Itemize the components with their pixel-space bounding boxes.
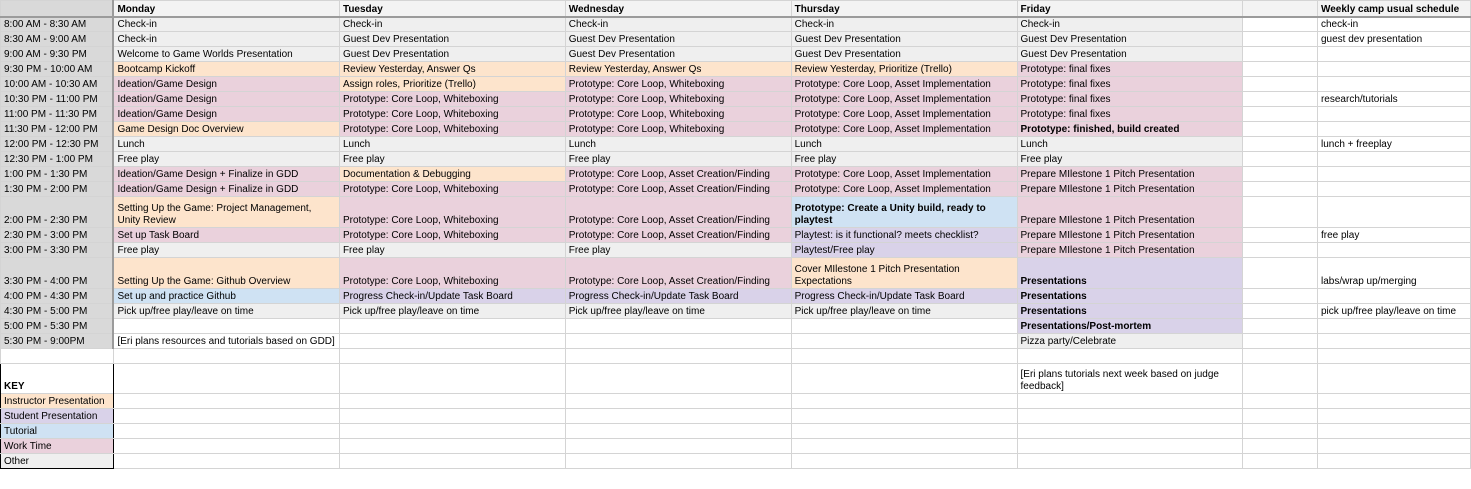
tuesday-cell[interactable]: Free play bbox=[339, 243, 565, 258]
weekly-cell[interactable]: pick up/free play/leave on time bbox=[1317, 304, 1470, 319]
schedule-row bbox=[1, 32, 1471, 47]
weekly-cell[interactable] bbox=[1317, 454, 1470, 469]
thursday-cell[interactable] bbox=[791, 334, 1017, 349]
spacer-cell[interactable] bbox=[1243, 424, 1318, 439]
wednesday-cell[interactable]: Free play bbox=[565, 152, 791, 167]
wednesday-cell[interactable]: Prototype: Core Loop, Whiteboxing bbox=[565, 122, 791, 137]
wednesday-cell[interactable]: Progress Check-in/Update Task Board bbox=[565, 289, 791, 304]
time-slot-cell[interactable]: 4:00 PM - 4:30 PM bbox=[1, 289, 114, 304]
tuesday-cell[interactable]: Prototype: Core Loop, Whiteboxing bbox=[339, 197, 565, 228]
wednesday-cell[interactable]: Check-in bbox=[565, 17, 791, 32]
time-slot-cell[interactable]: 1:30 PM - 2:00 PM bbox=[1, 182, 114, 197]
wednesday-cell[interactable]: Prototype: Core Loop, Asset Creation/Finding bbox=[565, 258, 791, 289]
spacer-cell[interactable] bbox=[1243, 62, 1318, 77]
weekly-cell[interactable] bbox=[1317, 62, 1470, 77]
tuesday-cell[interactable]: Progress Check-in/Update Task Board bbox=[339, 289, 565, 304]
weekly-cell[interactable] bbox=[1317, 167, 1470, 182]
schedule-row bbox=[1, 319, 1471, 334]
friday-cell[interactable] bbox=[1017, 454, 1243, 469]
tuesday-cell[interactable] bbox=[339, 334, 565, 349]
friday-cell[interactable]: Prototype: final fixes bbox=[1017, 77, 1243, 92]
thursday-cell[interactable]: Prototype: Core Loop, Asset Implementation bbox=[791, 182, 1017, 197]
spacer-cell[interactable] bbox=[1243, 409, 1318, 424]
key-cell[interactable] bbox=[1, 349, 114, 364]
time-slot-cell[interactable]: 5:00 PM - 5:30 PM bbox=[1, 319, 114, 334]
schedule-row bbox=[1, 243, 1471, 258]
time-slot-cell[interactable]: 5:30 PM - 9:00PM bbox=[1, 334, 114, 349]
tuesday-cell[interactable]: Documentation & Debugging bbox=[339, 167, 565, 182]
friday-cell[interactable]: Pizza party/Celebrate bbox=[1017, 334, 1243, 349]
weekly-cell[interactable] bbox=[1317, 197, 1470, 228]
spacer-cell[interactable] bbox=[1243, 364, 1318, 394]
wednesday-cell[interactable]: Prototype: Core Loop, Asset Creation/Finding bbox=[565, 167, 791, 182]
thursday-cell[interactable]: Pick up/free play/leave on time bbox=[791, 304, 1017, 319]
spacer-cell[interactable] bbox=[1243, 258, 1318, 289]
friday-cell[interactable]: Presentations bbox=[1017, 289, 1243, 304]
monday-cell[interactable]: Free play bbox=[113, 243, 339, 258]
friday-cell[interactable]: Prepare MIlestone 1 Pitch Presentation bbox=[1017, 228, 1243, 243]
thursday-cell[interactable] bbox=[791, 364, 1017, 394]
key-item-tutorial[interactable]: Tutorial bbox=[1, 424, 114, 439]
tuesday-cell[interactable] bbox=[339, 454, 565, 469]
spacer-cell[interactable] bbox=[1243, 394, 1318, 409]
thursday-cell[interactable]: Playtest/Free play bbox=[791, 243, 1017, 258]
time-slot-cell[interactable]: 11:00 PM - 11:30 PM bbox=[1, 107, 114, 122]
monday-cell[interactable]: Welcome to Game Worlds Presentation bbox=[113, 47, 339, 62]
empty-row bbox=[1, 454, 1471, 469]
weekly-cell[interactable] bbox=[1317, 424, 1470, 439]
monday-cell[interactable]: Check-in bbox=[113, 17, 339, 32]
spacer-cell[interactable] bbox=[1243, 77, 1318, 92]
key-title[interactable]: KEY bbox=[1, 364, 114, 394]
weekly-cell[interactable] bbox=[1317, 182, 1470, 197]
schedule-row bbox=[1, 62, 1471, 77]
friday-cell[interactable]: Guest Dev Presentation bbox=[1017, 47, 1243, 62]
spacer-cell[interactable] bbox=[1243, 122, 1318, 137]
header-weekly[interactable]: Weekly camp usual schedule bbox=[1317, 1, 1470, 17]
wednesday-cell[interactable] bbox=[565, 319, 791, 334]
schedule-row bbox=[1, 167, 1471, 182]
wednesday-cell[interactable]: Prototype: Core Loop, Whiteboxing bbox=[565, 107, 791, 122]
spacer-cell[interactable] bbox=[1243, 197, 1318, 228]
tuesday-cell[interactable]: Guest Dev Presentation bbox=[339, 47, 565, 62]
tuesday-cell[interactable]: Review Yesterday, Answer Qs bbox=[339, 62, 565, 77]
spacer-cell[interactable] bbox=[1243, 47, 1318, 62]
friday-cell[interactable]: Lunch bbox=[1017, 137, 1243, 152]
tuesday-cell[interactable]: Lunch bbox=[339, 137, 565, 152]
friday-cell[interactable] bbox=[1017, 349, 1243, 364]
schedule-row bbox=[1, 47, 1471, 62]
time-slot-cell[interactable]: 10:00 AM - 10:30 AM bbox=[1, 77, 114, 92]
thursday-cell[interactable]: Check-in bbox=[791, 17, 1017, 32]
time-slot-cell[interactable]: 2:30 PM - 3:00 PM bbox=[1, 228, 114, 243]
empty-row bbox=[1, 394, 1471, 409]
friday-cell[interactable]: Presentations bbox=[1017, 304, 1243, 319]
time-slot-cell[interactable]: 12:00 PM - 12:30 PM bbox=[1, 137, 114, 152]
header-thursday[interactable]: Thursday bbox=[791, 1, 1017, 17]
tuesday-cell[interactable] bbox=[339, 424, 565, 439]
monday-cell[interactable]: Pick up/free play/leave on time bbox=[113, 304, 339, 319]
spacer-cell[interactable] bbox=[1243, 243, 1318, 258]
key-item-student-presentation[interactable]: Student Presentation bbox=[1, 409, 114, 424]
weekly-cell[interactable] bbox=[1317, 349, 1470, 364]
empty-row bbox=[1, 364, 1471, 394]
spacer-cell[interactable] bbox=[1243, 182, 1318, 197]
tuesday-cell[interactable]: Prototype: Core Loop, Whiteboxing bbox=[339, 92, 565, 107]
weekly-cell[interactable]: research/tutorials bbox=[1317, 92, 1470, 107]
wednesday-cell[interactable] bbox=[565, 424, 791, 439]
wednesday-cell[interactable]: Free play bbox=[565, 243, 791, 258]
spacer-cell[interactable] bbox=[1243, 92, 1318, 107]
weekly-cell[interactable] bbox=[1317, 364, 1470, 394]
spacer-cell[interactable] bbox=[1243, 32, 1318, 47]
wednesday-cell[interactable] bbox=[565, 454, 791, 469]
thursday-cell[interactable]: Progress Check-in/Update Task Board bbox=[791, 289, 1017, 304]
wednesday-cell[interactable] bbox=[565, 349, 791, 364]
friday-cell[interactable] bbox=[1017, 424, 1243, 439]
friday-note[interactable]: [Eri plans tutorials next week based on judge feedback] bbox=[1017, 364, 1243, 394]
wednesday-cell[interactable]: Guest Dev Presentation bbox=[565, 47, 791, 62]
schedule-row bbox=[1, 137, 1471, 152]
monday-cell[interactable] bbox=[113, 394, 339, 409]
thursday-cell[interactable] bbox=[791, 349, 1017, 364]
monday-cell[interactable] bbox=[113, 439, 339, 454]
schedule-row bbox=[1, 17, 1471, 32]
weekly-cell[interactable] bbox=[1317, 152, 1470, 167]
monday-cell[interactable]: Ideation/Game Design bbox=[113, 92, 339, 107]
monday-cell[interactable]: Ideation/Game Design + Finalize in GDD bbox=[113, 182, 339, 197]
thursday-cell[interactable]: Prototype: Core Loop, Asset Implementation bbox=[791, 167, 1017, 182]
spacer-cell[interactable] bbox=[1243, 228, 1318, 243]
key-item-work-time[interactable]: Work Time bbox=[1, 439, 114, 454]
monday-cell[interactable]: Check-in bbox=[113, 32, 339, 47]
monday-cell[interactable] bbox=[113, 409, 339, 424]
wednesday-cell[interactable]: Pick up/free play/leave on time bbox=[565, 304, 791, 319]
weekly-cell[interactable] bbox=[1317, 122, 1470, 137]
friday-cell[interactable]: Presentations bbox=[1017, 258, 1243, 289]
time-slot-cell[interactable]: 11:30 PM - 12:00 PM bbox=[1, 122, 114, 137]
friday-cell[interactable]: Presentations/Post-mortem bbox=[1017, 319, 1243, 334]
tuesday-cell[interactable]: Guest Dev Presentation bbox=[339, 32, 565, 47]
tuesday-cell[interactable]: Prototype: Core Loop, Whiteboxing bbox=[339, 122, 565, 137]
key-item-instructor-presentation[interactable]: Instructor Presentation bbox=[1, 394, 114, 409]
wednesday-cell[interactable] bbox=[565, 394, 791, 409]
wednesday-cell[interactable]: Guest Dev Presentation bbox=[565, 32, 791, 47]
spacer-cell[interactable] bbox=[1243, 289, 1318, 304]
thursday-cell[interactable]: Prototype: Core Loop, Asset Implementation bbox=[791, 92, 1017, 107]
header-wednesday[interactable]: Wednesday bbox=[565, 1, 791, 17]
thursday-cell[interactable]: Guest Dev Presentation bbox=[791, 32, 1017, 47]
spacer-cell[interactable] bbox=[1243, 152, 1318, 167]
friday-cell[interactable]: Prototype: final fixes bbox=[1017, 62, 1243, 77]
schedule-row bbox=[1, 228, 1471, 243]
empty-row bbox=[1, 409, 1471, 424]
weekly-cell[interactable] bbox=[1317, 409, 1470, 424]
tuesday-cell[interactable]: Pick up/free play/leave on time bbox=[339, 304, 565, 319]
thursday-cell[interactable] bbox=[791, 409, 1017, 424]
wednesday-cell[interactable]: Prototype: Core Loop, Asset Creation/Finding bbox=[565, 197, 791, 228]
weekly-cell[interactable] bbox=[1317, 47, 1470, 62]
wednesday-cell[interactable]: Prototype: Core Loop, Whiteboxing bbox=[565, 92, 791, 107]
schedule-row bbox=[1, 258, 1471, 289]
monday-cell[interactable]: Ideation/Game Design bbox=[113, 77, 339, 92]
schedule-row bbox=[1, 197, 1471, 228]
monday-cell[interactable]: Lunch bbox=[113, 137, 339, 152]
wednesday-cell[interactable]: Review Yesterday, Answer Qs bbox=[565, 62, 791, 77]
tuesday-cell[interactable] bbox=[339, 319, 565, 334]
tuesday-cell[interactable]: Prototype: Core Loop, Whiteboxing bbox=[339, 258, 565, 289]
time-slot-cell[interactable]: 9:00 AM - 9:30 PM bbox=[1, 47, 114, 62]
spacer-cell[interactable] bbox=[1243, 349, 1318, 364]
tuesday-cell[interactable]: Free play bbox=[339, 152, 565, 167]
thursday-cell[interactable] bbox=[791, 319, 1017, 334]
header-row bbox=[1, 1, 1471, 17]
time-slot-cell[interactable]: 3:00 PM - 3:30 PM bbox=[1, 243, 114, 258]
thursday-cell[interactable]: Guest Dev Presentation bbox=[791, 47, 1017, 62]
time-slot-cell[interactable]: 8:00 AM - 8:30 AM bbox=[1, 17, 114, 32]
tuesday-cell[interactable] bbox=[339, 409, 565, 424]
thursday-cell[interactable]: Prototype: Core Loop, Asset Implementation bbox=[791, 107, 1017, 122]
wednesday-cell[interactable]: Lunch bbox=[565, 137, 791, 152]
monday-cell[interactable]: Set up and practice Github bbox=[113, 289, 339, 304]
weekly-cell[interactable]: lunch + freeplay bbox=[1317, 137, 1470, 152]
thursday-cell[interactable]: Playtest: is it functional? meets checklist? bbox=[791, 228, 1017, 243]
friday-cell[interactable]: Guest Dev Presentation bbox=[1017, 32, 1243, 47]
time-slot-cell[interactable]: 10:30 PM - 11:00 PM bbox=[1, 92, 114, 107]
thursday-cell[interactable]: Prototype: Core Loop, Asset Implementation bbox=[791, 77, 1017, 92]
header-friday[interactable]: Friday bbox=[1017, 1, 1243, 17]
tuesday-cell[interactable]: Prototype: Core Loop, Whiteboxing bbox=[339, 107, 565, 122]
schedule-row bbox=[1, 122, 1471, 137]
wednesday-cell[interactable] bbox=[565, 439, 791, 454]
thursday-cell[interactable] bbox=[791, 424, 1017, 439]
schedule-row bbox=[1, 77, 1471, 92]
thursday-cell[interactable] bbox=[791, 439, 1017, 454]
wednesday-cell[interactable] bbox=[565, 364, 791, 394]
header-spacer[interactable] bbox=[1243, 1, 1318, 17]
weekly-cell[interactable]: guest dev presentation bbox=[1317, 32, 1470, 47]
schedule-row bbox=[1, 182, 1471, 197]
schedule-row bbox=[1, 92, 1471, 107]
spacer-cell[interactable] bbox=[1243, 334, 1318, 349]
weekly-cell[interactable] bbox=[1317, 77, 1470, 92]
tuesday-cell[interactable]: Prototype: Core Loop, Whiteboxing bbox=[339, 228, 565, 243]
friday-cell[interactable]: Prototype: final fixes bbox=[1017, 92, 1243, 107]
spacer-cell[interactable] bbox=[1243, 319, 1318, 334]
weekly-cell[interactable] bbox=[1317, 319, 1470, 334]
tuesday-cell[interactable] bbox=[339, 364, 565, 394]
monday-cell[interactable]: Game Design Doc Overview bbox=[113, 122, 339, 137]
tuesday-cell[interactable]: Prototype: Core Loop, Whiteboxing bbox=[339, 182, 565, 197]
spacer-cell[interactable] bbox=[1243, 304, 1318, 319]
empty-row bbox=[1, 439, 1471, 454]
header-monday[interactable]: Monday bbox=[113, 1, 339, 17]
friday-cell[interactable] bbox=[1017, 394, 1243, 409]
spacer-cell[interactable] bbox=[1243, 167, 1318, 182]
friday-cell[interactable]: Prepare MIlestone 1 Pitch Presentation bbox=[1017, 182, 1243, 197]
spacer-cell[interactable] bbox=[1243, 137, 1318, 152]
time-slot-cell[interactable]: 3:30 PM - 4:00 PM bbox=[1, 258, 114, 289]
key-item-other[interactable]: Other bbox=[1, 454, 114, 469]
friday-cell[interactable]: Free play bbox=[1017, 152, 1243, 167]
tuesday-cell[interactable] bbox=[339, 439, 565, 454]
weekly-cell[interactable] bbox=[1317, 394, 1470, 409]
thursday-cell[interactable] bbox=[791, 454, 1017, 469]
monday-cell[interactable]: Ideation/Game Design bbox=[113, 107, 339, 122]
schedule-row bbox=[1, 334, 1471, 349]
monday-cell[interactable] bbox=[113, 349, 339, 364]
time-header-cell[interactable] bbox=[1, 1, 114, 17]
monday-cell[interactable]: Setting Up the Game: Project Management, Unity Review bbox=[113, 197, 339, 228]
time-slot-cell[interactable]: 8:30 AM - 9:00 AM bbox=[1, 32, 114, 47]
weekly-cell[interactable] bbox=[1317, 334, 1470, 349]
thursday-cell[interactable]: Prototype: Core Loop, Asset Implementation bbox=[791, 122, 1017, 137]
time-slot-cell[interactable]: 1:00 PM - 1:30 PM bbox=[1, 167, 114, 182]
friday-cell[interactable] bbox=[1017, 439, 1243, 454]
weekly-cell[interactable]: labs/wrap up/merging bbox=[1317, 258, 1470, 289]
monday-cell[interactable]: Free play bbox=[113, 152, 339, 167]
monday-cell[interactable] bbox=[113, 424, 339, 439]
wednesday-cell[interactable]: Prototype: Core Loop, Asset Creation/Finding bbox=[565, 182, 791, 197]
schedule-row bbox=[1, 304, 1471, 319]
schedule-row bbox=[1, 289, 1471, 304]
monday-cell[interactable]: [Eri plans resources and tutorials based on GDD] bbox=[113, 334, 339, 349]
monday-cell[interactable] bbox=[113, 319, 339, 334]
tuesday-cell[interactable]: Assign roles, Prioritize (Trello) bbox=[339, 77, 565, 92]
empty-row bbox=[1, 349, 1471, 364]
friday-cell[interactable]: Prepare MIlestone 1 Pitch Presentation bbox=[1017, 197, 1243, 228]
thursday-cell[interactable] bbox=[791, 394, 1017, 409]
header-tuesday[interactable]: Tuesday bbox=[339, 1, 565, 17]
time-slot-cell[interactable]: 2:00 PM - 2:30 PM bbox=[1, 197, 114, 228]
monday-cell[interactable]: Bootcamp Kickoff bbox=[113, 62, 339, 77]
tuesday-cell[interactable]: Check-in bbox=[339, 17, 565, 32]
weekly-cell[interactable] bbox=[1317, 289, 1470, 304]
monday-cell[interactable] bbox=[113, 364, 339, 394]
monday-cell[interactable]: Ideation/Game Design + Finalize in GDD bbox=[113, 167, 339, 182]
wednesday-cell[interactable] bbox=[565, 409, 791, 424]
schedule-row bbox=[1, 152, 1471, 167]
weekly-cell[interactable]: free play bbox=[1317, 228, 1470, 243]
friday-cell[interactable]: Prepare MIlestone 1 Pitch Presentation bbox=[1017, 167, 1243, 182]
time-slot-cell[interactable]: 9:30 PM - 10:00 AM bbox=[1, 62, 114, 77]
thursday-cell[interactable]: Free play bbox=[791, 152, 1017, 167]
thursday-cell[interactable]: Review Yesterday, Prioritize (Trello) bbox=[791, 62, 1017, 77]
thursday-cell[interactable]: Lunch bbox=[791, 137, 1017, 152]
monday-cell[interactable] bbox=[113, 454, 339, 469]
weekly-cell[interactable] bbox=[1317, 107, 1470, 122]
wednesday-cell[interactable]: Prototype: Core Loop, Whiteboxing bbox=[565, 77, 791, 92]
friday-cell[interactable]: Prototype: finished, build created bbox=[1017, 122, 1243, 137]
tuesday-cell[interactable] bbox=[339, 394, 565, 409]
weekly-cell[interactable] bbox=[1317, 243, 1470, 258]
monday-cell[interactable]: Set up Task Board bbox=[113, 228, 339, 243]
monday-cell[interactable]: Setting Up the Game: Github Overview bbox=[113, 258, 339, 289]
wednesday-cell[interactable] bbox=[565, 334, 791, 349]
tuesday-cell[interactable] bbox=[339, 349, 565, 364]
friday-cell[interactable]: Prepare MIlestone 1 Pitch Presentation bbox=[1017, 243, 1243, 258]
empty-row bbox=[1, 424, 1471, 439]
spacer-cell[interactable] bbox=[1243, 454, 1318, 469]
friday-cell[interactable] bbox=[1017, 409, 1243, 424]
spacer-cell[interactable] bbox=[1243, 107, 1318, 122]
thursday-cell[interactable]: Cover MIlestone 1 Pitch Presentation Expectations bbox=[791, 258, 1017, 289]
time-slot-cell[interactable]: 12:30 PM - 1:00 PM bbox=[1, 152, 114, 167]
time-slot-cell[interactable]: 4:30 PM - 5:00 PM bbox=[1, 304, 114, 319]
weekly-cell[interactable] bbox=[1317, 439, 1470, 454]
weekly-cell[interactable]: check-in bbox=[1317, 17, 1470, 32]
friday-cell[interactable]: Prototype: final fixes bbox=[1017, 107, 1243, 122]
wednesday-cell[interactable]: Prototype: Core Loop, Asset Creation/Finding bbox=[565, 228, 791, 243]
thursday-cell[interactable]: Prototype: Create a Unity build, ready to playtest bbox=[791, 197, 1017, 228]
schedule-row bbox=[1, 107, 1471, 122]
spacer-cell[interactable] bbox=[1243, 439, 1318, 454]
spacer-cell[interactable] bbox=[1243, 17, 1318, 32]
friday-cell[interactable]: Check-in bbox=[1017, 17, 1243, 32]
